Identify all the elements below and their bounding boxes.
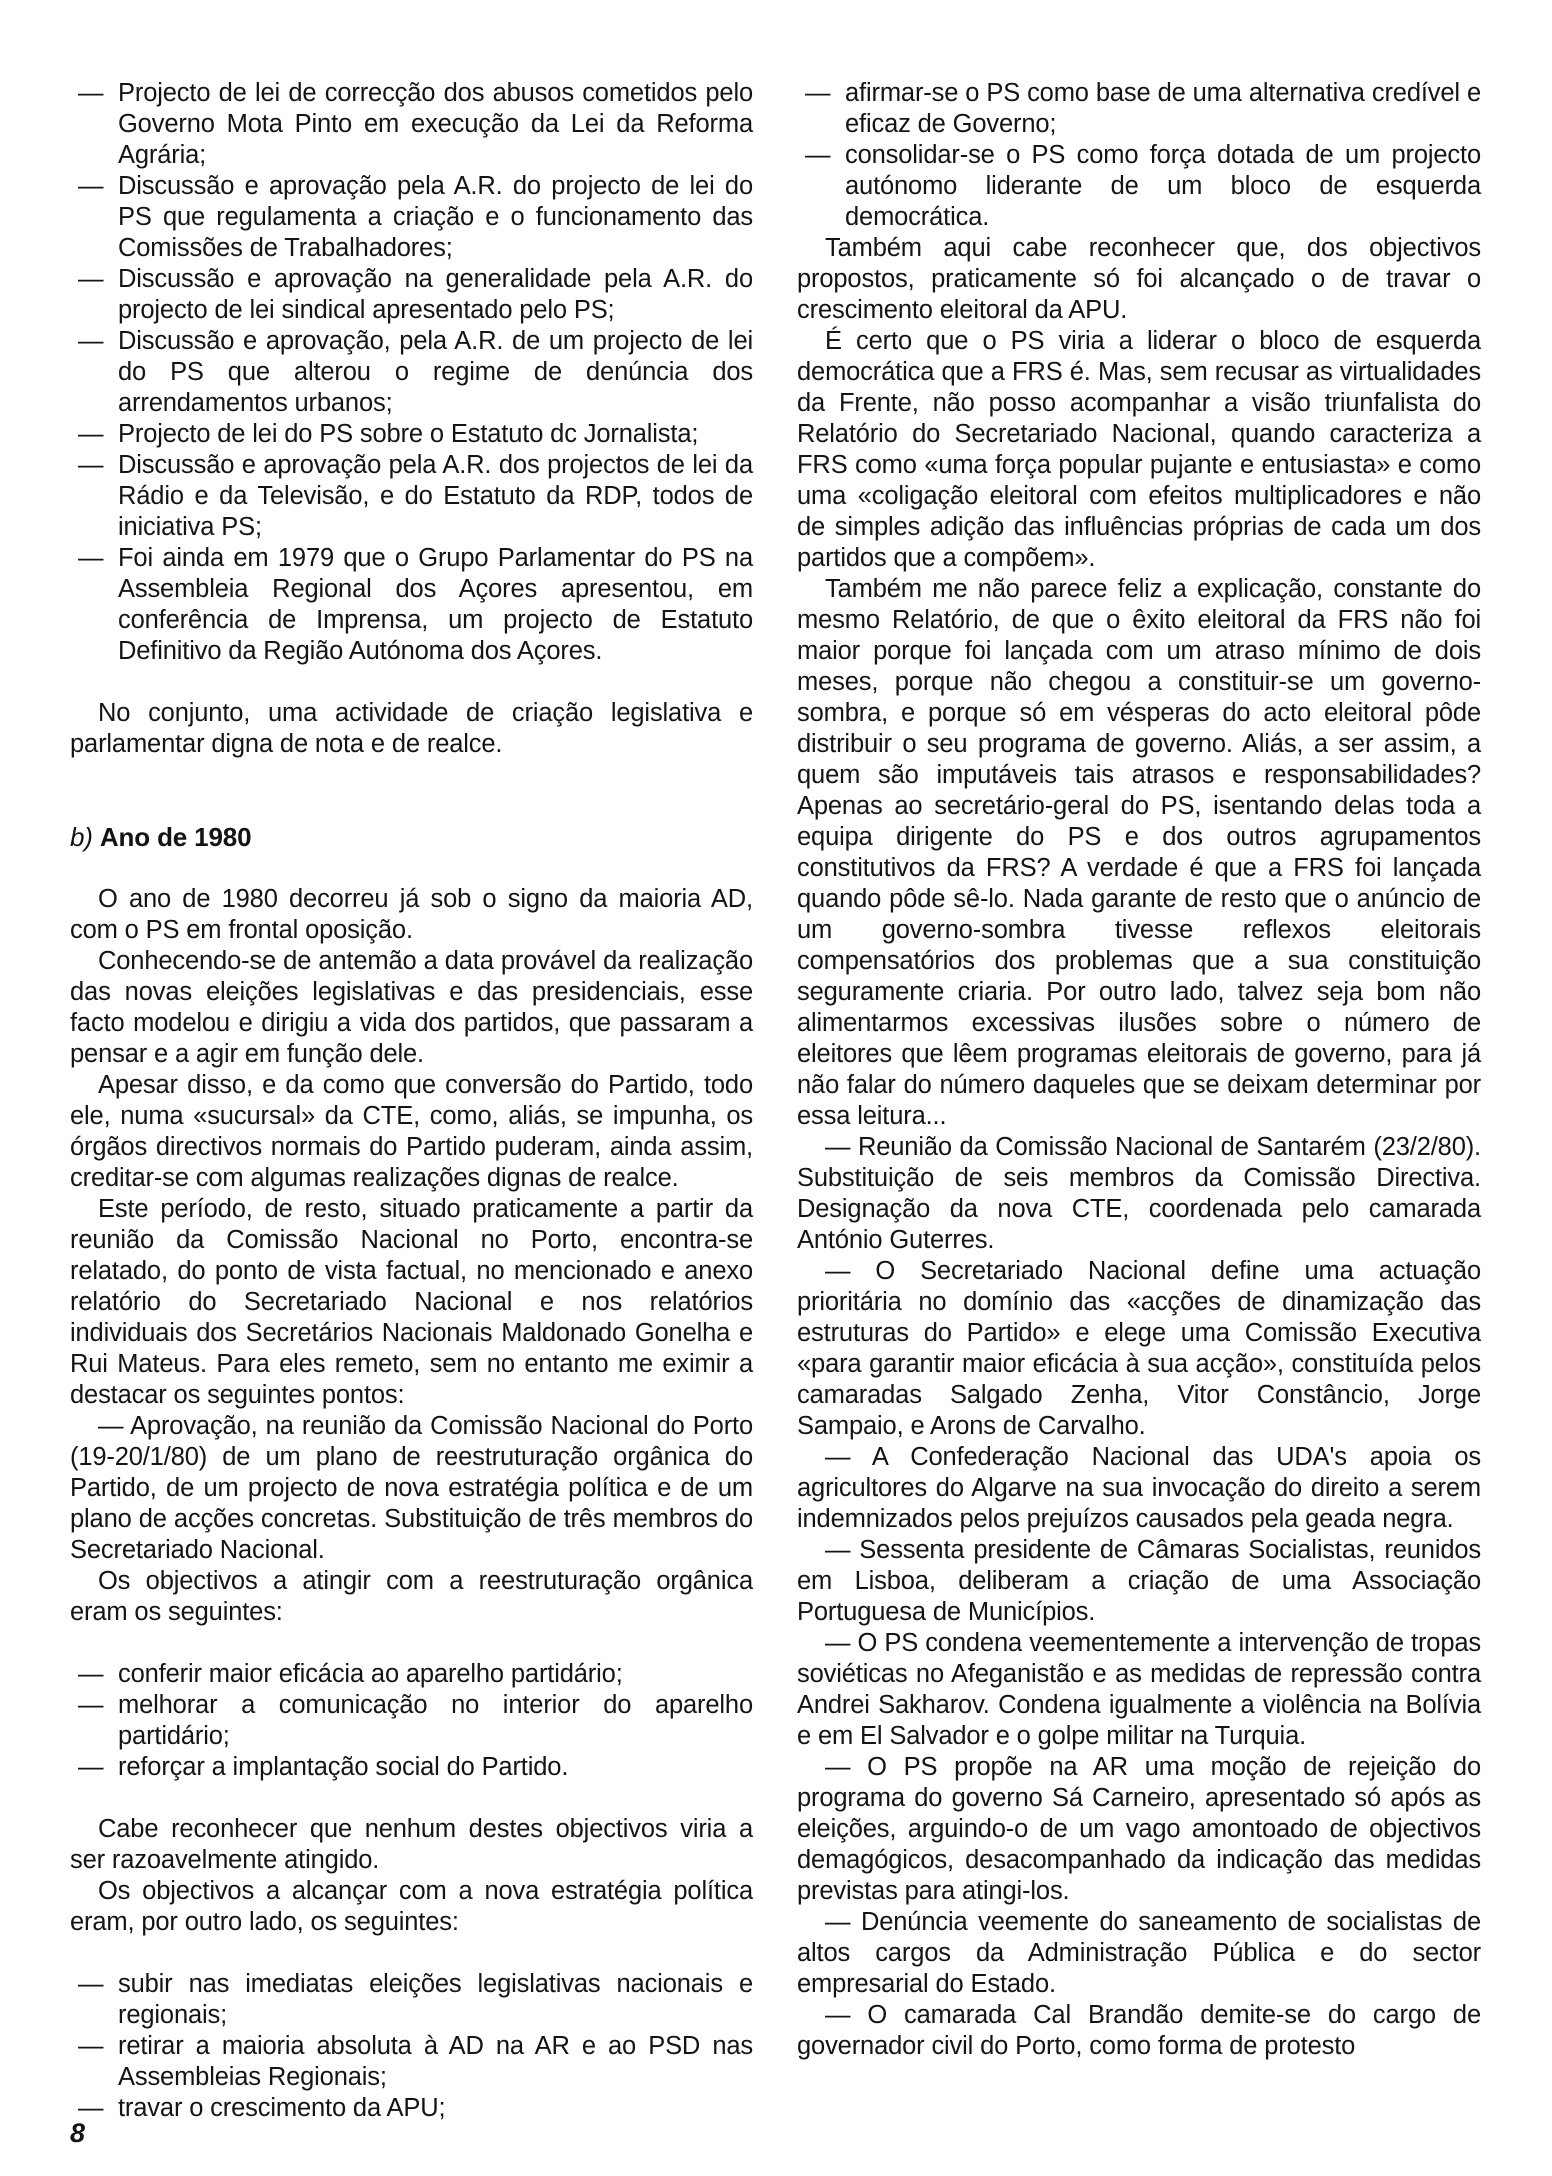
list-item: — conferir maior eficácia ao aparelho partidário; (70, 1659, 753, 1690)
list-item: — Discussão e aprovação na generalidade pela A.R. do projecto de lei sindical apresentado pelo PS; (70, 264, 753, 326)
page-number: 8 (70, 2118, 86, 2148)
list-item: — afirmar-se o PS como base de uma alternativa credível e eficaz de Governo; (797, 78, 1481, 140)
paragraph: — Sessenta presidente de Câmaras Socialistas, reunidos em Lisboa, deliberam a criação de uma Associação Portuguesa de Municípios. (797, 1536, 1481, 1626)
list-item: — retirar a maioria absoluta à AD na AR e ao PSD nas Assembleias Regionais; (70, 2031, 753, 2093)
section-heading (70, 822, 753, 853)
paragraph: Os objectivos a atingir com a reestruturação orgânica eram os seguintes: (70, 1567, 753, 1626)
list-item: — Foi ainda em 1979 que o Grupo Parlamentar do PS na Assembleia Regional dos Açores apresentou, em conferência de Imprensa, um projecto de Estatuto Definitivo da Região Autónoma dos Açores. (70, 543, 753, 667)
list-item: — travar o crescimento da APU; (70, 2093, 753, 2124)
paragraph: Conhecendo-se de antemão a data provável da realização das novas eleições legislativas e das presidenciais, esse facto modelou e dirigiu a vida dos partidos, que passaram a pensar e a agir em função dele. (70, 947, 753, 1068)
paragraph: — Reunião da Comissão Nacional de Santarém (23/2/80). Substituição de seis membros da Comissão Directiva. Designação da nova CTE, coordenada pelo camarada António Guterres. (797, 1133, 1481, 1254)
paragraph: — Denúncia veemente do saneamento de socialistas de altos cargos da Administração Pública e do sector empresarial do Estado. (797, 1908, 1481, 1998)
paragraph: — A Confederação Nacional das UDA's apoia os agricultores do Algarve na sua invocação do direito a serem indemnizados pelos prejuízos causados pela geada negra. (797, 1443, 1481, 1533)
list-item: — Discussão e aprovação, pela A.R. de um projecto de lei do PS que alterou o regime de denúncia dos arrendamentos urbanos; (70, 326, 753, 419)
paragraph: É certo que o PS viria a liderar o bloco de esquerda democrática que a FRS é. Mas, sem recusar as virtualidades da Frente, não posso acompanhar a visão triunfalista do Relatório do Secretariado Nacional, quando caracteriza a FRS como «uma força popular pujante e entusiasta» e como uma «coligação eleitoral com efeitos multiplicadores e não de simples adição das influências próprias de cada um dos partidos que a compõem». (797, 327, 1481, 572)
right-column (797, 78, 1481, 2062)
paragraph: — O PS propõe na AR uma moção de rejeição do programa do governo Sá Carneiro, apresentado só após as eleições, arguindo-o de um vago amontoado de objectivos demagógicos, desacompanhado da indicação das medidas previstas para atingi-los. (797, 1753, 1481, 1905)
list-item: — subir nas imediatas eleições legislativas nacionais e regionais; (70, 1969, 753, 2031)
list-item: — Discussão e aprovação pela A.R. dos projectos de lei da Rádio e da Televisão, e do Estatuto da RDP, todos de iniciativa PS; (70, 450, 753, 543)
list-item: — Discussão e aprovação pela A.R. do projecto de lei do PS que regulamenta a criação e o funcionamento das Comissões de Trabalhadores; (70, 171, 753, 264)
section-heading-letter: b) (70, 822, 93, 852)
paragraph: Cabe reconhecer que nenhum destes objectivos viria a ser razoavelmente atingido. (70, 1815, 753, 1874)
paragraph: Este período, de resto, situado praticamente a partir da reunião da Comissão Nacional no Porto, encontra-se relatado, do ponto de vista factual, no mencionado e anexo relatório do Secretariado Nacional e nos relatórios individuais dos Secretários Nacionais Maldonado Gonelha e Rui Mateus. Para eles remeto, sem no entanto me eximir a destacar os seguintes pontos: (70, 1195, 753, 1409)
paragraph: Os objectivos a alcançar com a nova estratégia política eram, por outro lado, os seguintes: (70, 1877, 753, 1936)
section-heading-title: Ano de 1980 (99, 822, 252, 852)
paragraph: O ano de 1980 decorreu já sob o signo da maioria AD, com o PS em frontal oposição. (70, 885, 753, 944)
list-item: — Projecto de lei de correcção dos abusos cometidos pelo Governo Mota Pinto em execução da Lei da Reforma Agrária; (70, 78, 753, 171)
list-item: — melhorar a comunicação no interior do aparelho partidário; (70, 1690, 753, 1752)
paragraph: — O PS condena veementemente a intervenção de tropas soviéticas no Afeganistão e as medidas de repressão contra Andrei Sakharov. Condena igualmente a violência na Bolívia e em El Salvador e o golpe militar na Turquia. (797, 1629, 1481, 1750)
paragraph: — Aprovação, na reunião da Comissão Nacional do Porto (19-20/1/80) de um plano de reestruturação orgânica do Partido, de um projecto de nova estratégia política e de um plano de acções concretas. Substituição de três membros do Secretariado Nacional. (70, 1412, 753, 1564)
list-item: — Projecto de lei do PS sobre o Estatuto dc Jornalista; (70, 419, 753, 450)
list-item: — consolidar-se o PS como força dotada de um projecto autónomo liderante de um bloco de esquerda democrática. (797, 140, 1481, 233)
paragraph: — O camarada Cal Brandão demite-se do cargo de governador civil do Porto, como forma de protesto (797, 2001, 1481, 2060)
paragraph: Também me não parece feliz a explicação, constante do mesmo Relatório, de que o êxito eleitoral da FRS não foi maior porque foi lançada com um atraso mínimo de dois meses, porque não chegou a constituir-se um governo-sombra, e porque só em vésperas do acto eleitoral pôde distribuir o seu programa de governo. Aliás, a ser assim, a quem são imputáveis tais atrasos e responsabilidades? Apenas ao secretário-geral do PS, isentando delas toda a equipa dirigente do PS e dos outros agrupamentos constitutivos da FRS? A verdade é que a FRS foi lançada quando pôde sê-lo. Nada garante de resto que o anúncio de um governo-sombra tivesse reflexos eleitorais compensatórios dos problemas que a sua constituição seguramente criaria. Por outro lado, talvez seja bom não alimentarmos excessivas ilusões sobre o número de eleitores que lêem programas eleitorais de governo, para já não falar do número daqueles que se deixam determinar por essa leitura... (797, 575, 1481, 1130)
left-column (70, 78, 753, 2124)
paragraph: — O Secretariado Nacional define uma actuação prioritária no domínio das «acções de dinamização das estruturas do Partido» e elege uma Comissão Executiva «para garantir maior eficácia à sua acção», constituída pelos camaradas Salgado Zenha, Vitor Constâncio, Jorge Sampaio, e Arons de Carvalho. (797, 1257, 1481, 1440)
summary-paragraph: No conjunto, uma actividade de criação legislativa e parlamentar digna de nota e de realce. (70, 699, 753, 758)
list-item: — reforçar a implantação social do Partido. (70, 1752, 753, 1783)
paragraph: Apesar disso, e da como que conversão do Partido, todo ele, numa «sucursal» da CTE, como, aliás, se impunha, os órgãos directivos normais do Partido puderam, ainda assim, creditar-se com algumas realizações dignas de realce. (70, 1071, 753, 1192)
paragraph: Também aqui cabe reconhecer que, dos objectivos propostos, praticamente só foi alcançado o de travar o crescimento eleitoral da APU. (797, 234, 1481, 324)
